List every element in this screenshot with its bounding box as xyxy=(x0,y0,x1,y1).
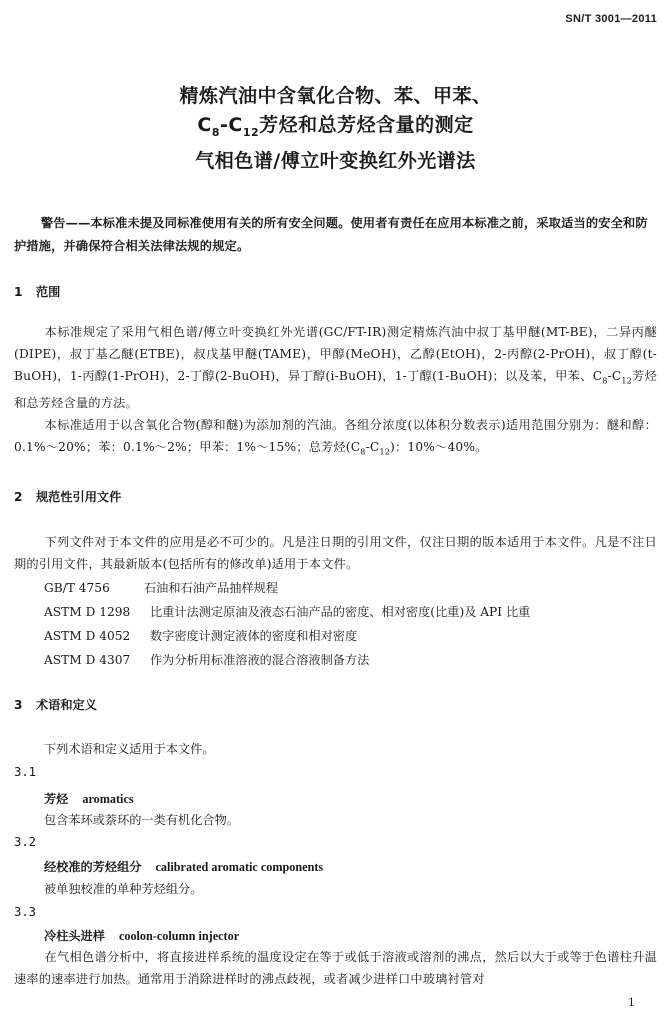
title-dash-c: -C xyxy=(219,114,243,136)
document-title xyxy=(0,82,671,176)
scope-p2-text: 本标准适用于以含氧化合物(醇和醚)为添加剂的汽油。各组分浓度(以体积分数表示)适用范围分别为：醚和醇：0.1%～20%；苯：0.1%～2%；甲苯：1%～15%；总芳烃( xyxy=(14,418,657,454)
scope-p1-end: 芳烃和总芳烃含量的方法。 xyxy=(14,369,657,411)
page-number: 1 xyxy=(628,996,635,1009)
section-title: 范围 xyxy=(36,285,61,299)
title-rest: 芳烃和总芳烃含量的测定 xyxy=(259,114,474,136)
scope-p1-sub8: 8 xyxy=(602,376,608,386)
scope-paragraph-1 xyxy=(14,321,657,414)
title-c: C xyxy=(197,114,212,136)
reference-item xyxy=(44,603,530,620)
section-title: 规范性引用文件 xyxy=(36,490,122,504)
term-zh: 经校准的芳烃组分 xyxy=(44,860,142,874)
term-zh: 芳烃 xyxy=(44,792,69,806)
term-en: calibrated aromatic components xyxy=(155,860,324,874)
terms-intro: 下列术语和定义适用于本文件。 xyxy=(44,742,215,756)
reference-code: ASTM D 4052 xyxy=(44,629,131,643)
scope-paragraph-2 xyxy=(14,414,657,463)
section-1-heading xyxy=(14,283,60,300)
term-heading xyxy=(44,858,323,875)
term-en: aromatics xyxy=(82,792,134,806)
term-heading xyxy=(44,790,134,807)
title-sub-8: 8 xyxy=(211,125,220,139)
standard-code: SN/T 3001—2011 xyxy=(565,13,657,25)
reference-code: ASTM D 4307 xyxy=(44,653,131,667)
scope-p2-sub8: 8 xyxy=(360,447,366,457)
scope-p2-sub12: 12 xyxy=(379,447,391,457)
scope-p1-dash: -C xyxy=(607,369,622,383)
safety-warning: 警告——本标准未提及同标准使用有关的所有安全问题。使用者有责任在应用本标准之前，采取适当的安全和防护措施，并确保符合相关法律法规的规定。 xyxy=(14,216,648,253)
scope-p2-dash: -C xyxy=(365,440,380,454)
reference-title: 数字密度计测定液体的密度和相对密度 xyxy=(150,629,358,643)
reference-item xyxy=(44,627,357,644)
title-line-1: 精炼汽油中含氧化合物、苯、甲苯、 xyxy=(179,85,492,107)
term-zh: 冷柱头进样 xyxy=(44,929,105,943)
reference-item xyxy=(44,579,278,596)
title-line-2 xyxy=(0,111,671,147)
term-number: 3.3 xyxy=(14,905,37,919)
term-number: 3.1 xyxy=(14,765,37,779)
title-line-3: 气相色谱/傅立叶变换红外光谱法 xyxy=(195,149,476,172)
section-number: 2 xyxy=(14,490,23,504)
reference-code: GB/T 4756 xyxy=(44,581,110,595)
term-definition: 包含苯环或萘环的一类有机化合物。 xyxy=(44,813,239,827)
term-definition: 在气相色谱分析中，将直接进样系统的温度设定在等于或低于溶液或溶剂的沸点，然后以大于或等于色谱柱升温速率的速率进行加热。通常用于消除进样时的沸点歧视，或者减少进样口中玻璃衬管对 xyxy=(14,950,657,986)
term-en: coolon-column injector xyxy=(118,929,240,943)
scope-p2-end: )：10%～40%。 xyxy=(390,440,488,454)
reference-title: 比重计法测定原油及液态石油产品的密度、相对密度(比重)及 API 比重 xyxy=(150,605,531,619)
reference-code: ASTM D 1298 xyxy=(44,605,131,619)
section-title: 术语和定义 xyxy=(36,698,97,712)
section-number: 1 xyxy=(14,285,23,299)
reference-title: 石油和石油产品抽样规程 xyxy=(144,581,279,595)
title-sub-12: 12 xyxy=(242,125,260,139)
scope-p1-c: C xyxy=(592,369,603,383)
scope-p1-sub12: 12 xyxy=(621,376,632,386)
normative-intro: 下列文件对于本文件的应用是必不可少的。凡是注日期的引用文件，仅注日期的版本适用于本文件。凡是不注日期的引用文件，其最新版本(包括所有的修改单)适用于本文件。 xyxy=(14,535,657,571)
scope-p2-c: C xyxy=(350,440,361,454)
reference-title: 作为分析用标准溶液的混合溶液制备方法 xyxy=(150,653,370,667)
section-2-heading xyxy=(14,488,121,505)
term-number: 3.2 xyxy=(14,835,37,849)
section-number: 3 xyxy=(14,698,23,712)
term-definition: 被单独校准的单种芳烃组分。 xyxy=(44,882,203,896)
scope-p1-text: 本标准规定了采用气相色谱/傅立叶变换红外光谱(GC/FT-IR)测定精炼汽油中叔丁基甲醚(MT-BE)，二异丙醚(DIPE)，叔丁基乙醚(ETBE)，叔戊基甲醚(TAME)，甲醇(MeOH)，乙醇(EtOH)，2-丙醇(2-PrOH)，叔丁醇(t-BuOH)，1-丙醇(1-PrOH)，2-丁醇(2-BuOH)，异丁醇(i-BuOH)，1-丁醇(1-BuOH)；以及苯，甲苯、 xyxy=(14,325,657,383)
section-3-heading xyxy=(14,696,97,713)
reference-item xyxy=(44,651,369,668)
term-heading xyxy=(44,927,239,944)
